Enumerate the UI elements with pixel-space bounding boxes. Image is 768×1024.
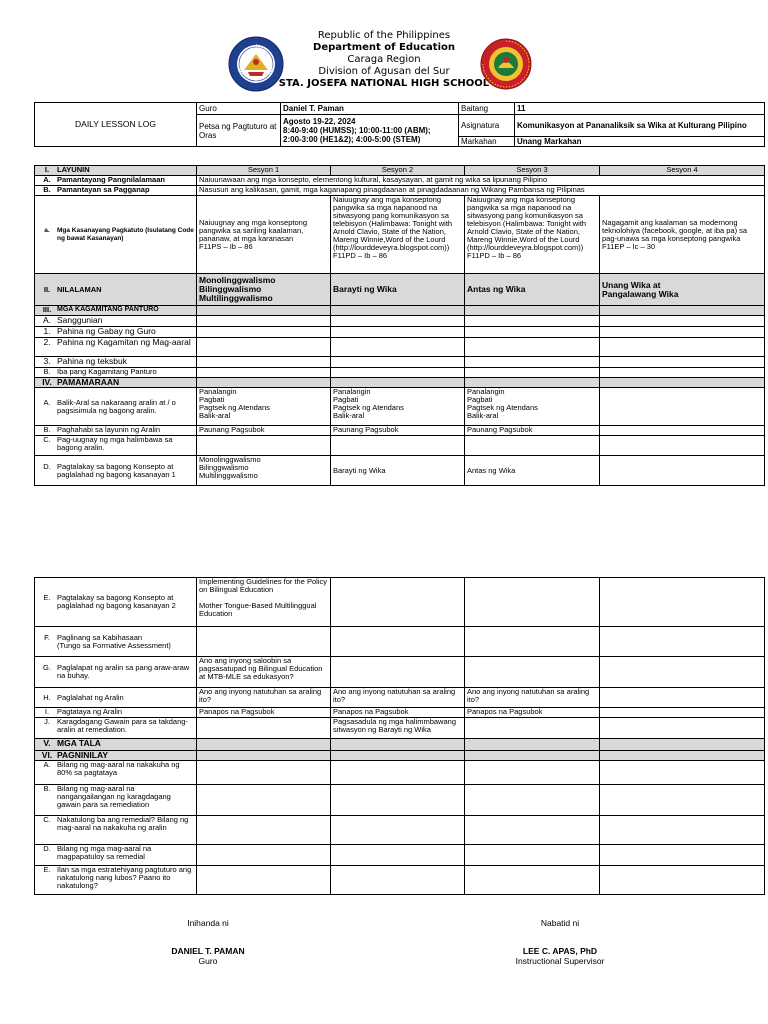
nilalaman-sesyon-3: Antas ng Wika (465, 274, 600, 306)
row-number: B. (43, 185, 51, 194)
row-number: A. (43, 760, 51, 769)
school-header (0, 28, 768, 98)
paglalapat-row (35, 657, 765, 688)
row-number: D. (43, 844, 51, 853)
balik-aral-sesyon-2: Panalangin Pagbati Pagtsek ng Atendans Balik-aral (331, 388, 465, 426)
pagtataya-sesyon-3: Panapos na Pagsubok (465, 708, 600, 718)
nilalaman-row (35, 274, 765, 306)
row-label: Bilang ng mag-aaral na nangangailangan ng karagdagang gawain para sa remediation (57, 784, 171, 809)
row-number: H. (43, 692, 51, 702)
row-value: Nasusuri ang kalikasan, gamit, mga kaganapang pinagdaanan at pinagdadaanan ng Wikang Pambansa ng Pilipinas (197, 186, 765, 196)
row-number: a. (44, 226, 50, 234)
row-number: F. (44, 632, 50, 642)
row-number: E. (43, 593, 51, 602)
prepared-by-title: Guro (198, 956, 218, 966)
balik-aral-row (35, 388, 765, 426)
lesson-info-table (34, 102, 765, 147)
lesson-plan-table-1 (34, 165, 765, 486)
section-number: III. (42, 305, 52, 314)
row-label: Karagdagang Gawain para sa takdang-aralin at remediation. (57, 717, 188, 734)
nilalaman-sesyon-4: Unang Wika at Pangalawang Wika (600, 274, 765, 306)
row-number: A. (43, 397, 51, 407)
petsa-time-2: 2:00-3:00 (HE1&2); 4:00-5:00 (STEM) (283, 135, 421, 144)
paghahabi-sesyon-1: Paunang Pagsubok (197, 426, 331, 436)
paghahabi-row (35, 426, 765, 436)
sesyon-3-header: Sesyon 3 (465, 166, 600, 176)
noted-by-title: Instructional Supervisor (515, 956, 605, 966)
sesyon-2-header: Sesyon 2 (331, 166, 465, 176)
section-number: VI. (41, 750, 53, 760)
row-label: Bilang ng mag-aaral na nakakuha ng 80% sa pagtataya (57, 760, 180, 777)
paglalahat-sesyon-3: Ano ang inyong natutuhan sa araling ito? (465, 688, 600, 708)
noted-by-name: LEE C. APAS, PhD (522, 946, 598, 956)
baitang-label: Baitang (459, 103, 515, 115)
pamamaraan-label: PAMAMARAAN (57, 377, 120, 387)
pagtalakay-1-sesyon-3: Antas ng Wika (465, 456, 600, 486)
nilalaman-label: NILALAMAN (57, 284, 102, 294)
asignatura-value: Komunikasyon at Pananaliksik sa Wika at Kulturang Pilipino (515, 115, 765, 137)
mga-tala-label: MGA TALA (57, 738, 101, 748)
section-number: IV. (42, 377, 52, 387)
row-label: Paglinang sa Kabihasaan (Tungo sa Formative Assessment) (57, 632, 171, 650)
nilalaman-sesyon-2: Barayti ng Wika (331, 274, 465, 306)
row-number: I. (44, 707, 50, 716)
division-line: Division of Agusan del Sur (318, 66, 450, 77)
nakatulong-remedial-row (35, 816, 765, 845)
row-label: Mga Kasanayang Pagkatuto (Isulatang Code ng bawat Kasanayan) (57, 226, 194, 242)
row-value: Naiuunawaan ang mga konsepto, elementong kultural, kasaysayan, at gamit ng wika sa lipunang Pilipino (197, 176, 765, 186)
row-number: G. (43, 663, 51, 672)
row-number: E. (43, 865, 51, 874)
row-number: A. (42, 315, 52, 325)
noted-by-label: Nabatid ni (540, 918, 580, 928)
paglalahat-sesyon-1: Ano ang inyong natutuhan sa araling ito? (197, 688, 331, 708)
section-number: II. (43, 284, 51, 294)
row-label: Sanggunian (57, 315, 103, 325)
sesyon-1-header: Sesyon 1 (197, 166, 331, 176)
row-number: 1. (43, 326, 51, 336)
pagninilay-label: PAGNINILAY (57, 750, 109, 760)
row-number: C. (43, 435, 51, 444)
section-number: V. (43, 738, 51, 748)
row-label: Pahina ng Kagamitan ng Mag-aaral (57, 337, 191, 347)
pagninilay-row (35, 751, 765, 761)
kasanayang-pagkatuto-row (35, 196, 765, 274)
guro-label: Guro (197, 103, 281, 115)
sesyon-4-header: Sesyon 4 (600, 166, 765, 176)
kagamitan-mag-aaral-row (35, 338, 765, 357)
petsa-value (281, 115, 459, 147)
row-label: Pahina ng teksbuk (57, 356, 127, 366)
pagtataya-row (35, 708, 765, 718)
paghahabi-sesyon-2: Paunang Pagsubok (331, 426, 465, 436)
pag-uugnay-row (35, 436, 765, 456)
karagdagang-gawain-sesyon-2: Pagsasadula ng mga halimmbawang sitwasyon ng Barayti ng Wika (331, 718, 465, 739)
region-line: Caraga Region (347, 54, 421, 65)
lesson-plan-table-2 (34, 577, 765, 895)
pagtalakay-2-row (35, 578, 765, 627)
agusan-seal-icon (480, 38, 532, 90)
section-number: I. (44, 165, 50, 174)
row-label: Pag-uugnay ng mga halimbawa sa bagong aralin. (57, 435, 173, 452)
pagtataya-sesyon-1: Panapos na Pagsubok (197, 708, 331, 718)
pamamaraan-row (35, 378, 765, 388)
row-number: C. (43, 815, 51, 824)
layunin-label: LAYUNIN (57, 165, 90, 174)
row-label: Pahina ng Gabay ng Guro (57, 326, 156, 336)
row-label: Paglalahat ng Aralin (57, 692, 124, 702)
nakakuha-80-row (35, 761, 765, 785)
kasanayan-sesyon-4: Nagagamit ang kaalaman sa modernong teknolohiya (facebook, google, at iba pa) sa pag-unawa sa mga konseptong pangwika F11EP – Ic – 30 (600, 196, 765, 274)
kasanayan-sesyon-2: Naiuugnay ang mga konseptong pangwika sa mga napanood na sitwasyong pang komunikasyon sa telebisyon (Halimbawa: Tonight with Arnold Clavio, State of the Nation, Mareng Winnie,Word of the Lourd (http://lourddeveyra.blogspot.com)) F11PD – Ib – 86 (331, 196, 465, 274)
sanggunian-row (35, 316, 765, 327)
petsa-date: Agosto 19-22, 2024 (283, 117, 356, 126)
row-number: 3. (43, 356, 51, 366)
header-text (0, 30, 768, 90)
guro-value: Daniel T. Paman (281, 103, 459, 115)
row-label: Bilang ng mga mag-aaral na magpapatuloy sa remedial (57, 844, 152, 861)
prepared-by-name: DANIEL T. PAMAN (171, 946, 245, 956)
paglalahat-sesyon-2: Ano ang inyong natutuhan sa araling ito? (331, 688, 465, 708)
prepared-by-label: Inihanda ni (187, 918, 229, 928)
teksbuk-row (35, 357, 765, 368)
baitang-value: 11 (515, 103, 765, 115)
row-number: J. (44, 717, 50, 726)
row-label: Pagtalakay sa bagong Konsepto at paglalahad ng bagong kasanayan 2 (57, 593, 176, 610)
paglinang-row (35, 627, 765, 657)
row-number: 2. (43, 337, 51, 347)
estratehiya-row (35, 866, 765, 895)
pagtalakay-2-sesyon-1: Implementing Guidelines for the Policy on Bilingual Education Mother Tongue-Based Multilinggual Education (197, 578, 331, 627)
school-name: STA. JOSEFA NATIONAL HIGH SCHOOL (278, 78, 490, 89)
petsa-label: Petsa ng Pagtuturo at Oras (197, 115, 281, 147)
pagtalakay-1-row (35, 456, 765, 486)
row-label: Iba pang Kagamitang Panturo (57, 367, 157, 376)
daily-lesson-log-title: DAILY LESSON LOG (35, 103, 197, 147)
row-label: Pamantayan sa Pagganap (57, 185, 150, 194)
mga-tala-row (35, 739, 765, 751)
row-number: B. (43, 425, 51, 434)
row-label: Pagtataya ng Aralin (57, 707, 123, 716)
noted-by-block (490, 946, 630, 966)
department-line: Department of Education (313, 42, 455, 53)
karagdagang-gawain-row (35, 718, 765, 739)
pagtalakay-1-sesyon-1: Monolinggwalismo Bilinggwalismo Multilinggwalismo (197, 456, 331, 486)
paghahabi-sesyon-3: Paunang Pagsubok (465, 426, 600, 436)
nilalaman-sesyon-1: Monolinggwalismo Bilinggwalismo Multilinggwalismo (197, 274, 331, 306)
iba-pang-kagamitan-row (35, 368, 765, 378)
row-label: Ilan sa mga estratehiyang pagtuturo ang nakatulong nang lubos? Paano ito nakatulong? (57, 865, 192, 890)
republic-line: Republic of the Philippines (317, 30, 451, 41)
layunin-row (35, 166, 765, 176)
asignatura-label: Asignatura (459, 115, 515, 137)
gabay-ng-guro-row (35, 327, 765, 338)
remediation-row (35, 785, 765, 816)
paglalapat-sesyon-1: Ano ang inyong saloobin sa pagsasatupad ng Bilingual Education at MTB-MLE sa edukasyon? (197, 657, 331, 688)
kasanayan-sesyon-3: Naiuugnay ang mga konseptong pangwika sa mga napanood na sitwasyong pang komunikasyon sa telebisyon (Halimbawa: Tonight with Arnold Clavio, State of the Nation, Mareng Winnie,Word of the Lourd (http://lourddeveyra.blogspot.com)) F11PD – Ib – 86 (465, 196, 600, 274)
row-label: Balik-Aral sa nakaraang aralin at / o pagsisimula ng bagong aralin. (57, 397, 176, 415)
row-label: Pagtalakay sa bagong Konsepto at paglalahad ng bagong kasanayan 1 (57, 461, 176, 479)
paglalahat-row (35, 688, 765, 708)
prepared-by-block (148, 946, 268, 966)
row-label: Pamantayang Pangnilalamaan (57, 175, 165, 184)
row-label: Nakatulong ba ang remedial? Bilang ng mag-aaral na nakakuha ng aralin (57, 815, 189, 832)
kagamitang-label: MGA KAGAMITANG PANTURO (57, 306, 159, 313)
row-number: B. (43, 367, 51, 376)
markahan-label: Markahan (459, 137, 515, 147)
row-number: A. (43, 175, 51, 184)
pagtalakay-1-sesyon-2: Barayti ng Wika (331, 456, 465, 486)
pamantayang-pangnilalaman-row (35, 176, 765, 186)
pagtataya-sesyon-2: Panapos na Pagsubok (331, 708, 465, 718)
row-number: D. (43, 461, 51, 471)
petsa-time-1: 8:40-9:40 (HUMSS); 10:00-11:00 (ABM); (283, 126, 431, 135)
row-label: Paglalapat ng aralin sa pang araw-araw na buhay. (57, 663, 190, 680)
balik-aral-sesyon-1: Panalangin Pagbati Pagtsek ng Atendans Balik-aral (197, 388, 331, 426)
magpapatuloy-row (35, 845, 765, 866)
row-number: B. (43, 784, 51, 793)
kasanayan-sesyon-1: Naiuugnay ang mga konseptong pangwika sa sariling kaalaman, pananaw, at mga karanasan F11PS – Ib – 86 (197, 196, 331, 274)
pamantayan-sa-pagganap-row (35, 186, 765, 196)
markahan-value: Unang Markahan (515, 137, 765, 147)
row-label: Paghahabi sa layunin ng Aralin (57, 425, 160, 434)
kagamitang-panturo-row (35, 306, 765, 316)
balik-aral-sesyon-3: Panalangin Pagbati Pagtsek ng Atendans Balik-aral (465, 388, 600, 426)
